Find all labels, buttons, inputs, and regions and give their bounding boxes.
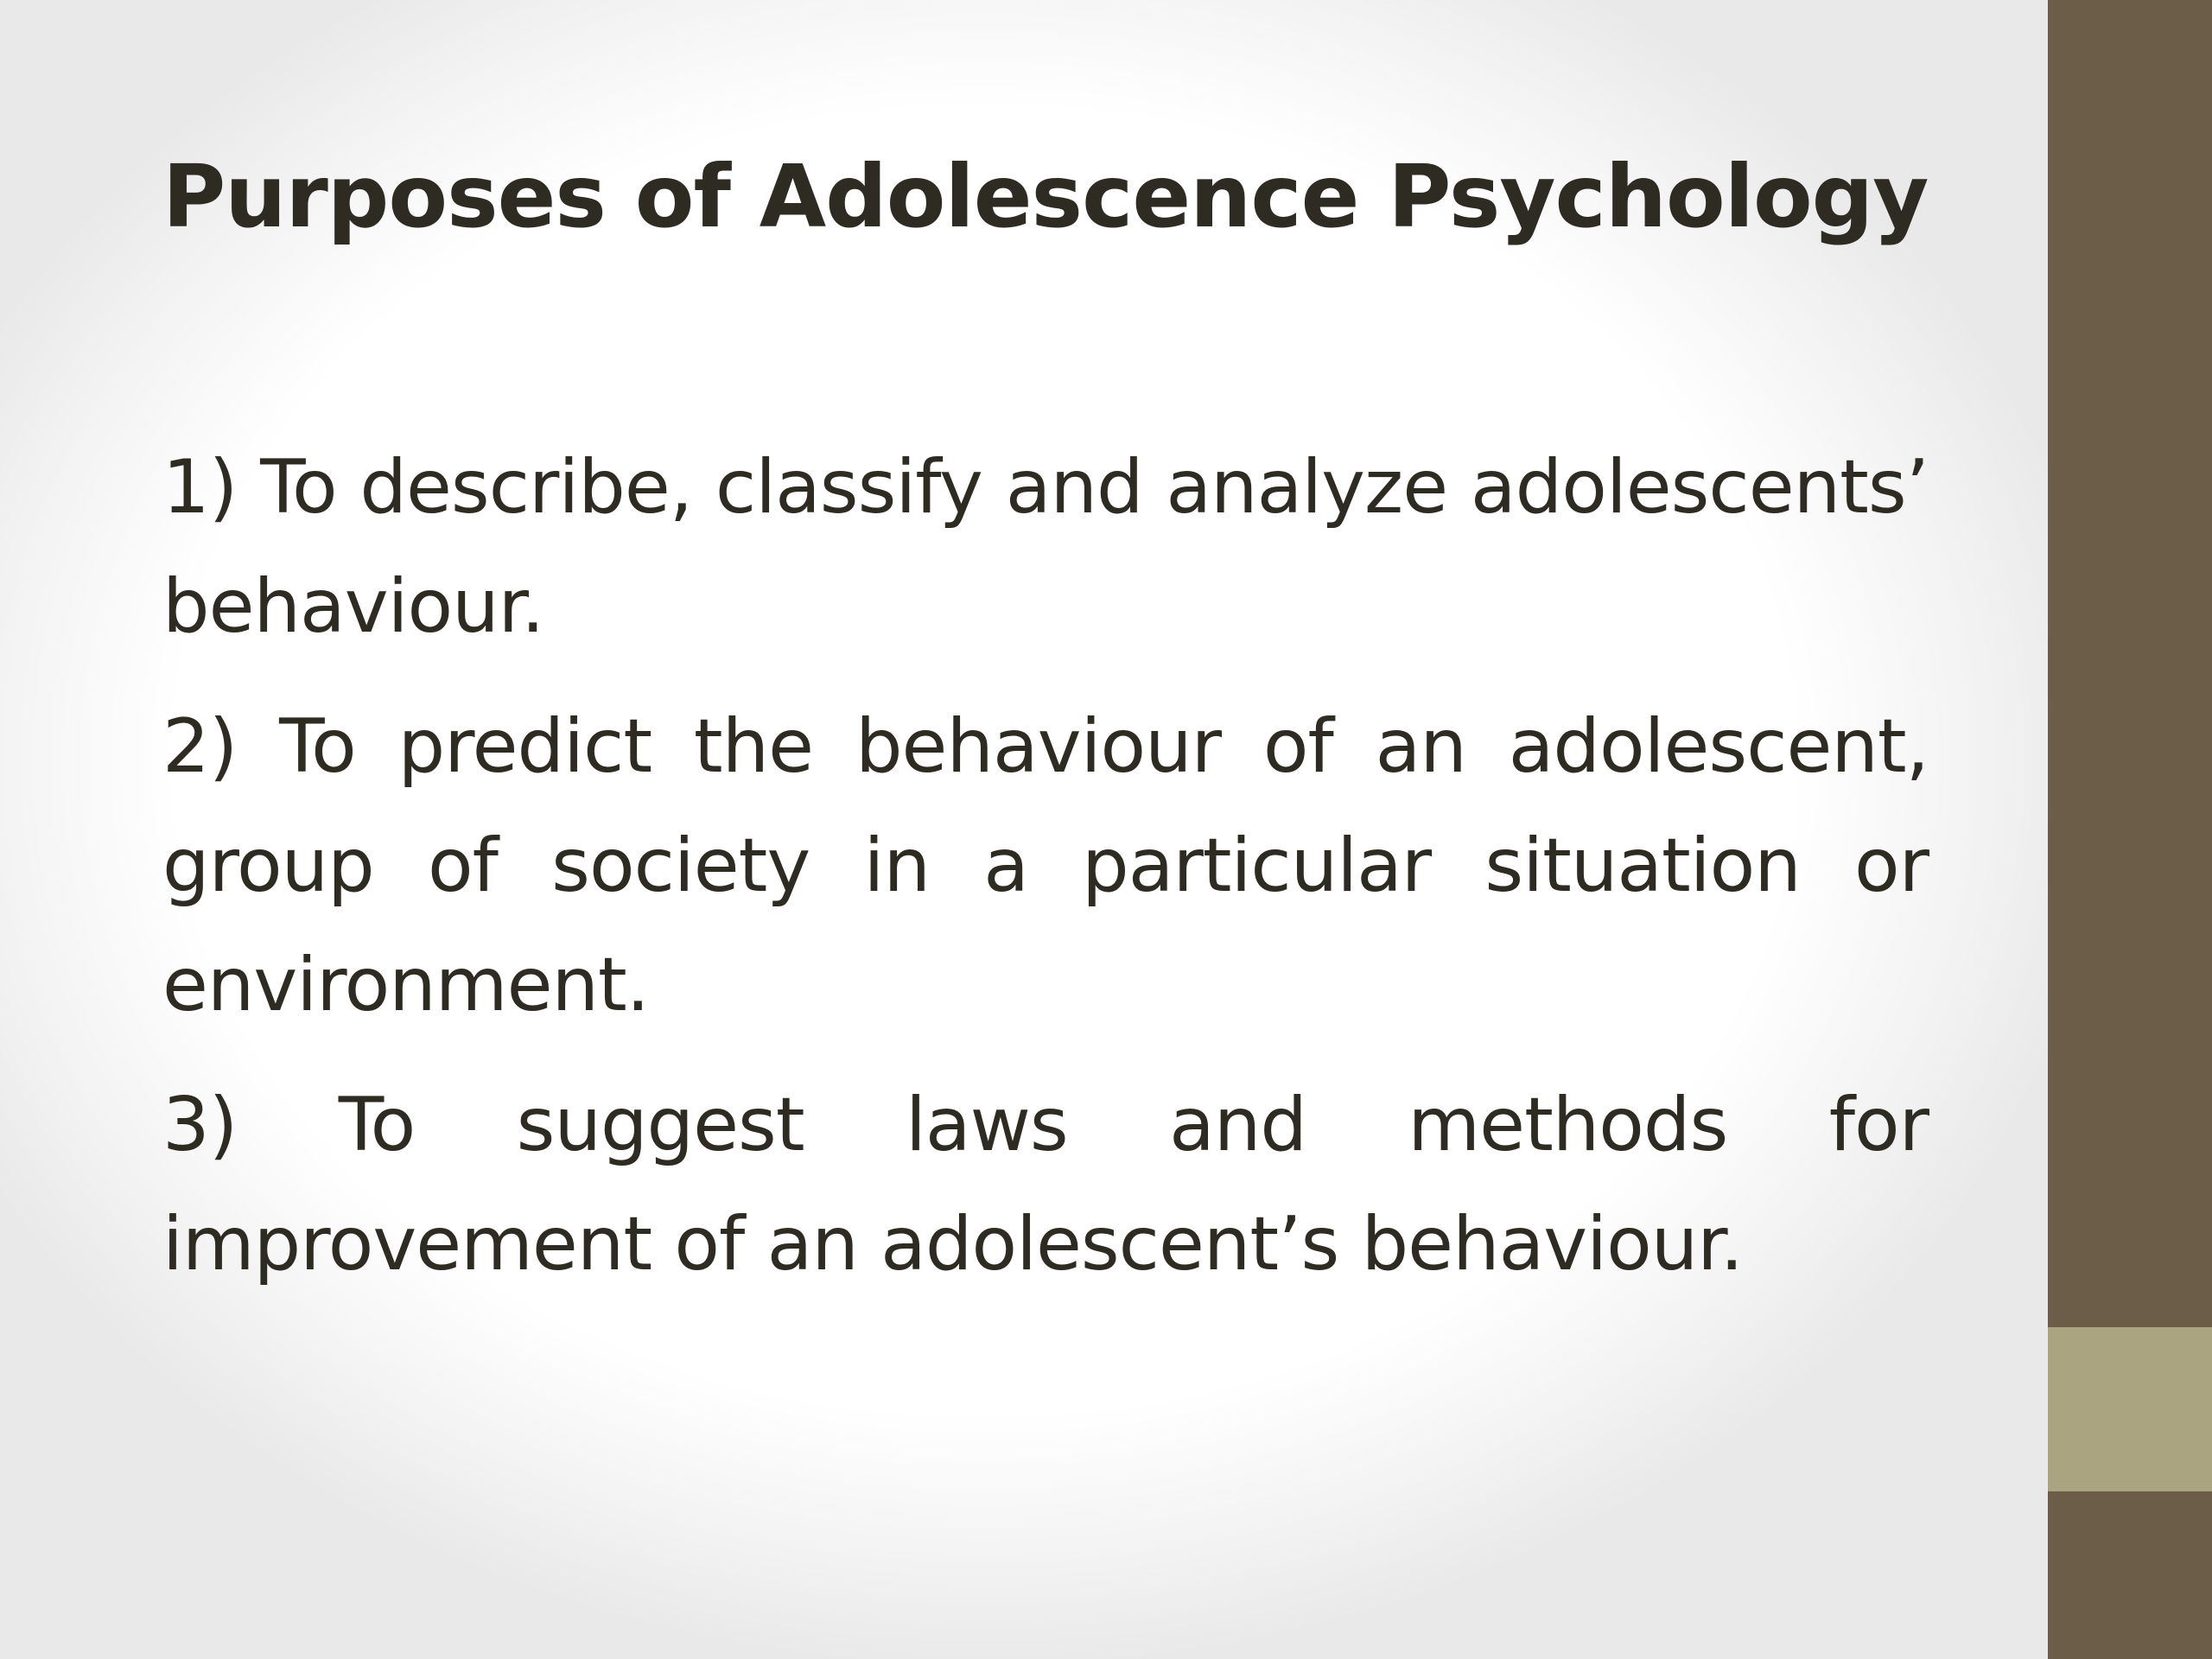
list-item-2: 2) To predict the behaviour of an adolescent, group of society in a particular situation or environment. <box>162 703 1929 1028</box>
list-item-3: 3) To suggest laws and methods for improvement of an adolescent’s behaviour. <box>162 1082 1929 1287</box>
slide-title: Purposes of Adolescence Psychology <box>162 146 1929 247</box>
accent-bar-highlight <box>2048 1327 2212 1491</box>
list-item-1: 1) To describe, classify and analyze adolescents’ behaviour. <box>162 444 1929 650</box>
slide-body <box>162 428 1929 1325</box>
